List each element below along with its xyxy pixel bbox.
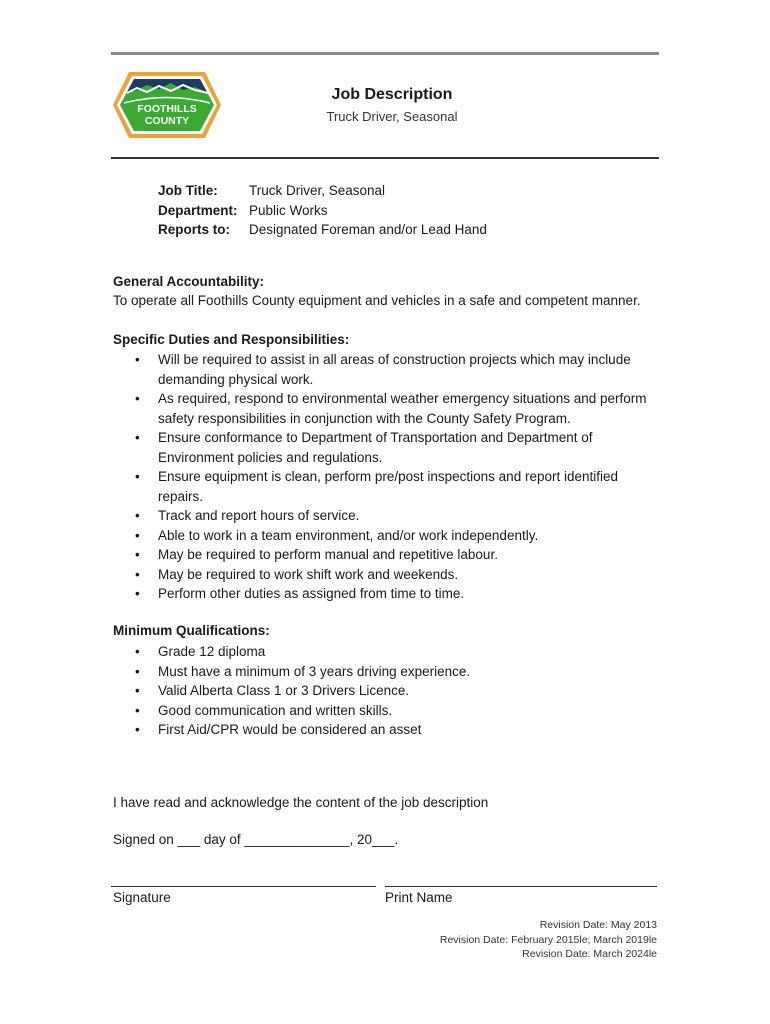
list-item: • May be required to work shift work and weekends. xyxy=(113,565,653,585)
general-accountability-heading: General Accountability: xyxy=(113,274,265,289)
list-item: • Track and report hours of service. xyxy=(113,506,653,526)
list-item: • Perform other duties as assigned from time to time. xyxy=(113,584,653,604)
top-rule xyxy=(111,52,659,55)
signature-label: Signature xyxy=(113,890,171,905)
list-item: • Grade 12 diploma xyxy=(113,642,653,662)
header-rule xyxy=(111,157,659,159)
acknowledge-statement: I have read and acknowledge the content of the job description xyxy=(113,795,489,810)
document-subtitle: Truck Driver, Seasonal xyxy=(326,109,458,124)
list-item: • Must have a minimum of 3 years driving experience. xyxy=(113,662,653,682)
qualifications-list xyxy=(113,642,653,740)
list-item: • First Aid/CPR would be considered an asset xyxy=(113,720,653,740)
document-title: Job Description xyxy=(331,86,453,103)
print-name-label: Print Name xyxy=(385,890,453,905)
info-label: Department: xyxy=(158,202,238,218)
list-item: • Ensure conformance to Department of Transportation and Department of Environment policies and regulations. xyxy=(113,428,653,467)
revision-date: Revision Date: March 2024le xyxy=(522,948,657,960)
signed-on-line: Signed on ___ day of ______________, 20___. xyxy=(113,832,399,847)
duties-heading: Specific Duties and Responsibilities: xyxy=(113,332,350,347)
job-info-block xyxy=(158,181,487,240)
info-value: Designated Foreman and/or Lead Hand xyxy=(249,222,487,237)
info-row-job-title xyxy=(158,181,487,201)
logo-text-line2: COUNTY xyxy=(144,115,190,127)
info-label: Job Title: xyxy=(158,183,218,198)
foothills-county-logo xyxy=(111,70,223,140)
revision-date: Revision Date: May 2013 xyxy=(539,919,657,931)
list-item: • Ensure equipment is clean, perform pre/post inspections and report identified repairs. xyxy=(113,467,653,506)
list-item: • As required, respond to environmental weather emergency situations and perform safety responsibilities in conjunction with the County Safety Program. xyxy=(113,389,653,428)
list-item: • Will be required to assist in all areas of construction projects which may include demanding physical work. xyxy=(113,350,653,389)
info-row-reports-to xyxy=(158,220,487,240)
print-name-line xyxy=(385,886,657,887)
list-item: • May be required to perform manual and repetitive labour. xyxy=(113,545,653,565)
revision-date: Revision Date: February 2015le; March 2019le xyxy=(439,933,657,946)
logo-text-line1: FOOTHILLS xyxy=(137,103,197,115)
list-item: • Good communication and written skills. xyxy=(113,701,653,721)
signature-line xyxy=(111,886,376,887)
info-label: Reports to: xyxy=(158,222,230,237)
list-item: • Valid Alberta Class 1 or 3 Drivers Licence. xyxy=(113,681,653,701)
qualifications-heading: Minimum Qualifications: xyxy=(113,623,270,638)
info-row-department xyxy=(158,201,487,221)
revision-dates xyxy=(440,918,657,962)
info-value: Truck Driver, Seasonal xyxy=(249,183,386,198)
list-item: • Able to work in a team environment, and/or work independently. xyxy=(113,526,653,546)
general-accountability-text: To operate all Foothills County equipment and vehicles in a safe and competent manner. xyxy=(113,293,641,308)
duties-list xyxy=(113,350,653,604)
info-value: Public Works xyxy=(249,202,328,218)
